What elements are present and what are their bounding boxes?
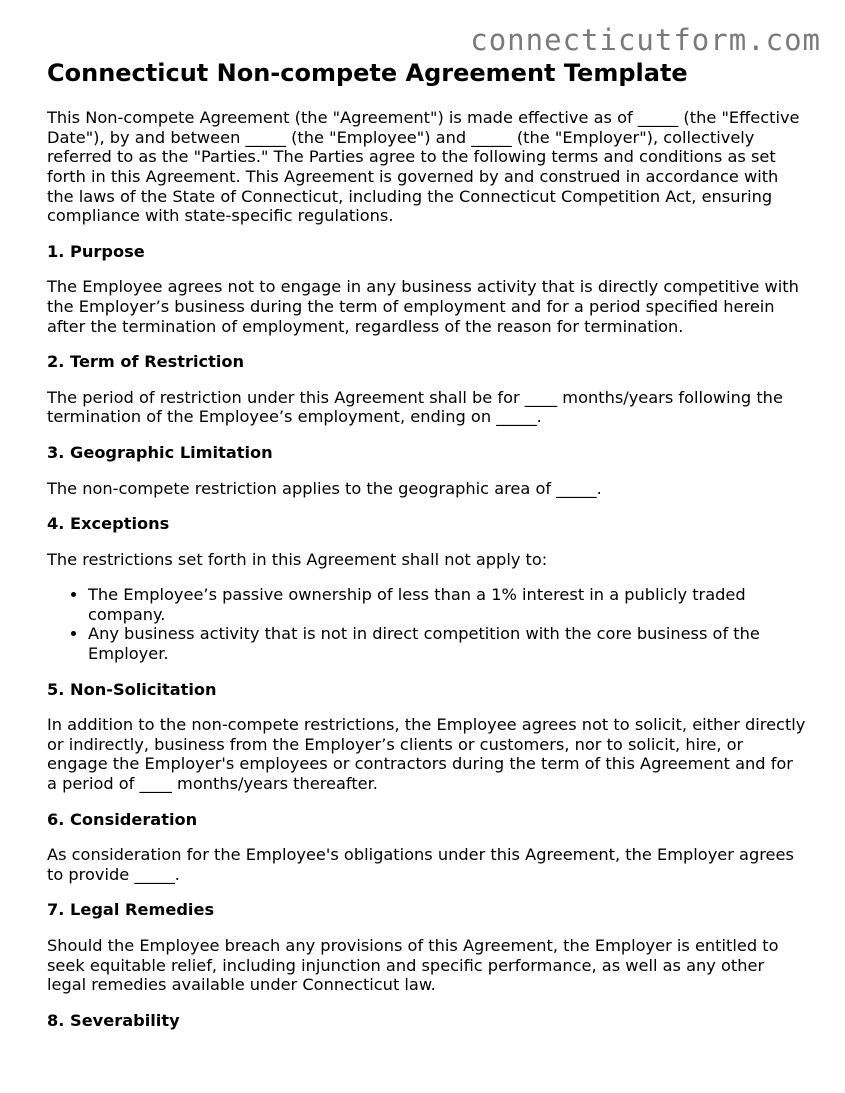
section-text-consideration: As consideration for the Employee's obligations under this Agreement, the Employer agrees to provide _____. [47, 845, 794, 884]
exceptions-list [47, 585, 807, 663]
section-heading-exceptions: 4. Exceptions [47, 514, 170, 534]
intro-paragraph: This Non-compete Agreement (the "Agreement") is made effective as of _____ (the "Effective Date"), by and between _____ (the "Employee") and _____ (the "Employer"), collectively referred to as the "Parties." The Parties agree to the following terms and conditions as set forth in this Agreement. This Agreement is governed by and construed in accordance with the laws of the State of Connecticut, including the Connecticut Competition Act, ensuring compliance with state-specific regulations. [47, 108, 800, 226]
section-text-geographic: The non-compete restriction applies to the geographic area of _____. [47, 478, 602, 498]
section-heading-consideration: 6. Consideration [47, 809, 198, 829]
section-heading-term: 2. Term of Restriction [47, 352, 245, 372]
document-body [47, 58, 807, 1046]
section-text-non-solicitation: In addition to the non-compete restrictions, the Employee agrees not to solicit, either directly or indirectly, business from the Employer’s clients or customers, nor to solicit, hire, or engage the Employer's employees or contractors during the term of this Agreement and for a period of ____ months/years thereafter. [47, 715, 806, 794]
section-text-purpose: The Employee agrees not to engage in any business activity that is directly competitive with the Employer’s business during the term of employment and for a period specified herein after the termination of employment, regardless of the reason for termination. [47, 277, 799, 336]
section-text-exceptions: The restrictions set forth in this Agreement shall not apply to: [47, 549, 548, 569]
list-item: • The Employee’s passive ownership of less than a 1% interest in a publicly traded company. [88, 585, 807, 624]
section-heading-geographic: 3. Geographic Limitation [47, 442, 273, 462]
watermark: connecticutform.com [470, 23, 821, 57]
section-text-legal-remedies: Should the Employee breach any provisions of this Agreement, the Employer is entitled to seek equitable relief, including injunction and specific performance, as well as any other legal remedies available under Connecticut law. [47, 936, 779, 995]
section-heading-purpose: 1. Purpose [47, 241, 145, 261]
list-item: • Any business activity that is not in direct competition with the core business of the Employer. [88, 624, 807, 663]
section-text-term: The period of restriction under this Agreement shall be for ____ months/years following the termination of the Employee’s employment, ending on _____. [47, 387, 783, 427]
section-heading-non-solicitation: 5. Non-Solicitation [47, 679, 217, 699]
section-heading-severability: 8. Severability [47, 1010, 180, 1030]
document-title: Connecticut Non-compete Agreement Template [47, 59, 688, 87]
section-heading-legal-remedies: 7. Legal Remedies [47, 900, 215, 920]
